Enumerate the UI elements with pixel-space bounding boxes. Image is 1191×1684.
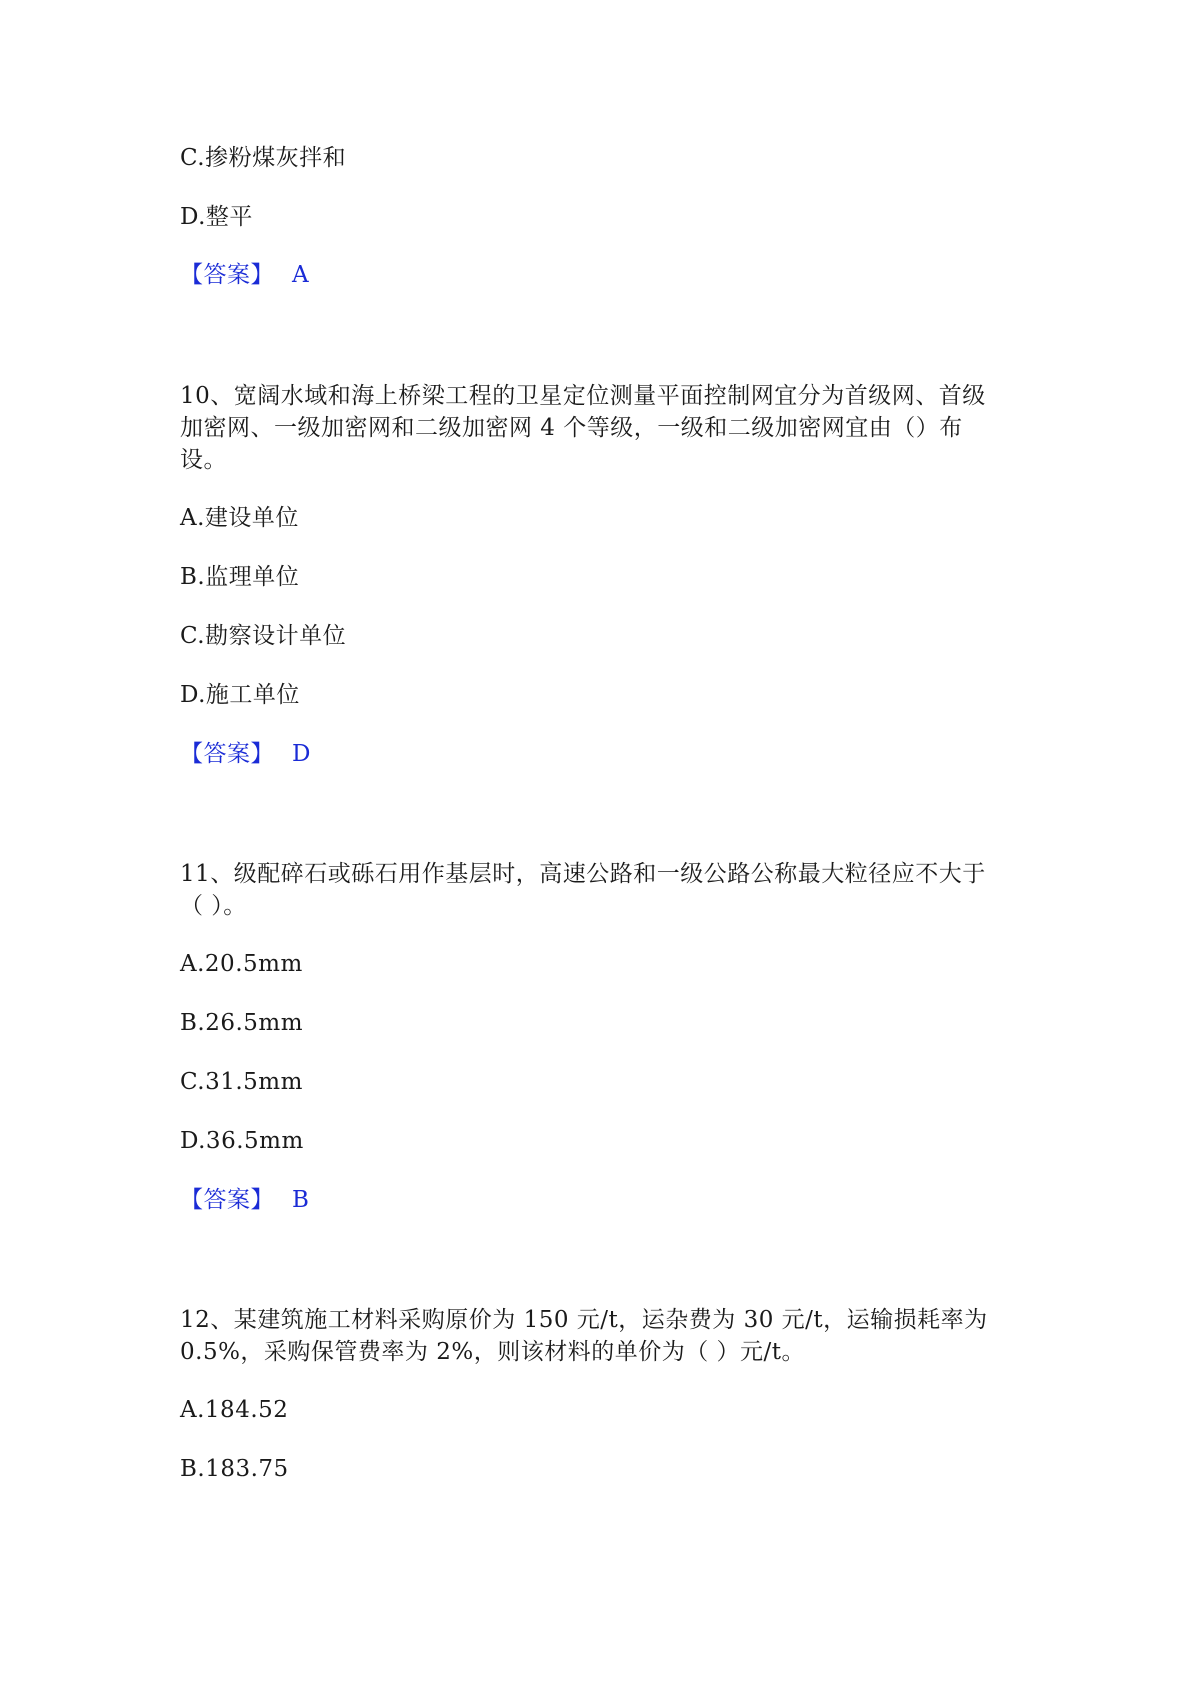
answer-q9 [180,259,309,291]
option-q10-c: C.勘察设计单位 [180,623,347,649]
question-12-line-2: 0.5%，采购保管费率为 2%，则该材料的单价为（ ）元/t。 [180,1339,806,1365]
question-11-line-1: 11、级配碎石或砾石用作基层时，高速公路和一级公路公称最大粒径应不大于 [180,861,986,887]
option-q11-c: C.31.5mm [180,1069,303,1095]
question-12-line-1: 12、某建筑施工材料采购原价为 150 元/t，运杂费为 30 元/t，运输损耗率为 [180,1307,988,1333]
option-q11-d: D.36.5mm [180,1128,304,1154]
option-q9-d: D.整平 [180,204,253,230]
answer-q11 [180,1184,309,1216]
answer-value: D [292,741,311,767]
answer-label: 【答案】 [180,741,274,767]
option-q11-a: A.20.5mm [180,951,303,977]
option-q10-b: B.监理单位 [180,564,300,590]
option-q9-c: C.掺粉煤灰拌和 [180,145,347,171]
option-q11-b: B.26.5mm [180,1010,304,1036]
answer-label: 【答案】 [180,1187,274,1213]
option-q12-b: B.183.75 [180,1456,289,1482]
question-10-line-2: 加密网、一级加密网和二级加密网 4 个等级，一级和二级加密网宜由（）布 [180,415,963,441]
option-q10-a: A.建设单位 [180,505,299,531]
answer-value: A [292,262,310,288]
answer-q10 [180,738,311,770]
question-11-line-2: （ ）。 [180,893,247,919]
question-10-line-3: 设。 [180,447,227,473]
question-10-line-1: 10、宽阔水域和海上桥梁工程的卫星定位测量平面控制网宜分为首级网、首级 [180,383,986,409]
option-q10-d: D.施工单位 [180,682,300,708]
answer-value: B [292,1187,310,1213]
answer-label: 【答案】 [180,262,274,288]
option-q12-a: A.184.52 [180,1397,289,1423]
